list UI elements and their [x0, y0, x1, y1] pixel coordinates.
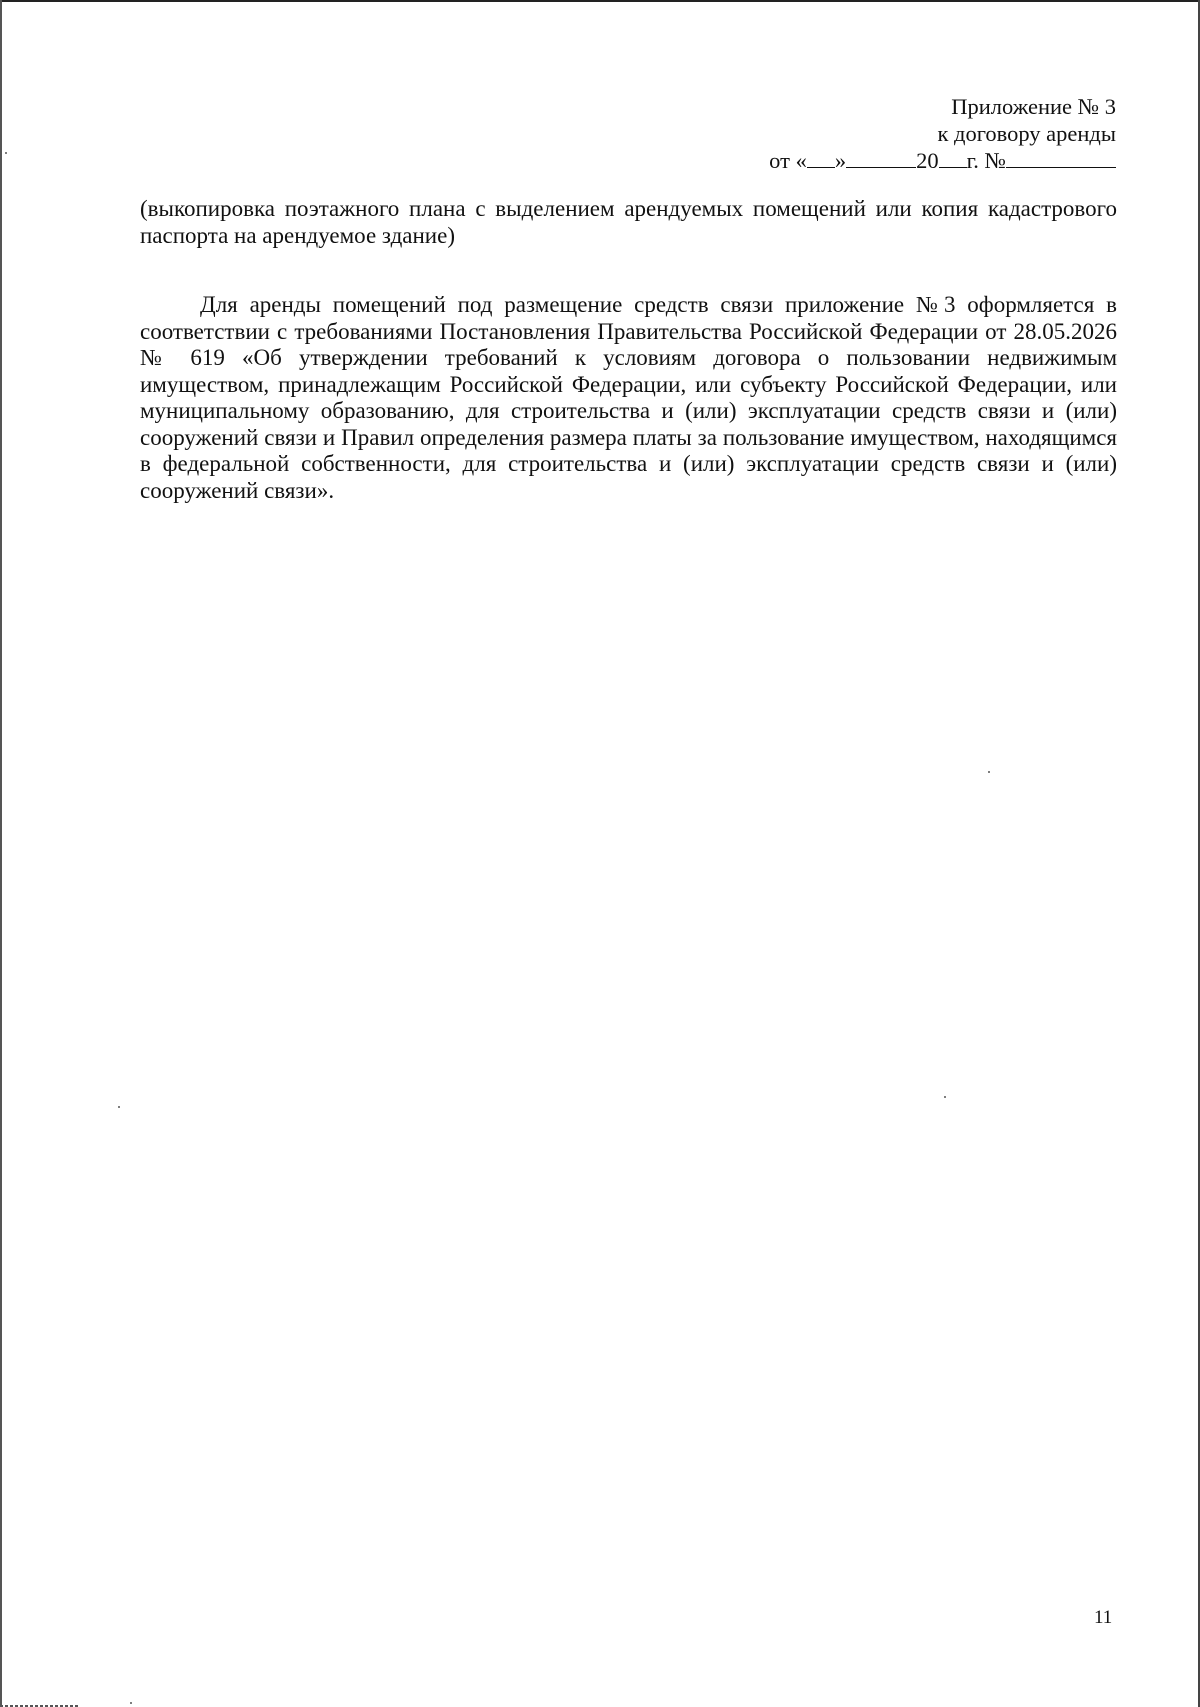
page-number: 11 — [1094, 1607, 1113, 1628]
scan-speck — [130, 1702, 132, 1704]
appendix-header — [769, 93, 1116, 174]
year-prefix: 20 — [916, 148, 939, 173]
scan-edge-left — [0, 0, 2, 1707]
contract-date-line — [769, 147, 1116, 174]
date-mid: » — [834, 148, 847, 173]
appendix-title: Приложение № 3 — [951, 94, 1116, 119]
scan-speck — [988, 771, 990, 773]
scan-speck — [944, 1096, 946, 1098]
scan-speck — [118, 1106, 120, 1108]
appendix-subtitle: к договору аренды — [937, 121, 1116, 146]
plan-caption: (выкопировка поэтажного плана с выделением арендуемых помещений или копия кадастрового паспорта на арендуемое здание) — [140, 196, 1117, 248]
month-blank — [846, 149, 916, 168]
contract-number-blank — [1006, 149, 1116, 168]
scan-speck — [5, 152, 7, 154]
date-prefix: от « — [769, 148, 807, 173]
body-paragraph: Для аренды помещений под размещение средств связи приложение №3 оформляется в соответствии с требованиями Постановления Правительства Российской Федерации от 28.05.2026 № 619 «Об утверждении требований к условиям договора о пользовании недвижимым имуществом, принадлежащим Российской Федерации, или субъекту Российской Федерации, или муниципальному образованию, для строительства и (или) эксплуатации средств связи и (или) сооружений связи и Правил определения размера платы за пользование имуществом, находящимся в федеральной собственности, для строительства и (или) эксплуатации средств связи и (или) сооружений связи». — [140, 292, 1117, 503]
scan-edge-top — [0, 0, 1200, 2]
number-label: г. № — [966, 148, 1006, 173]
day-blank — [807, 149, 835, 168]
year-blank — [939, 149, 967, 168]
